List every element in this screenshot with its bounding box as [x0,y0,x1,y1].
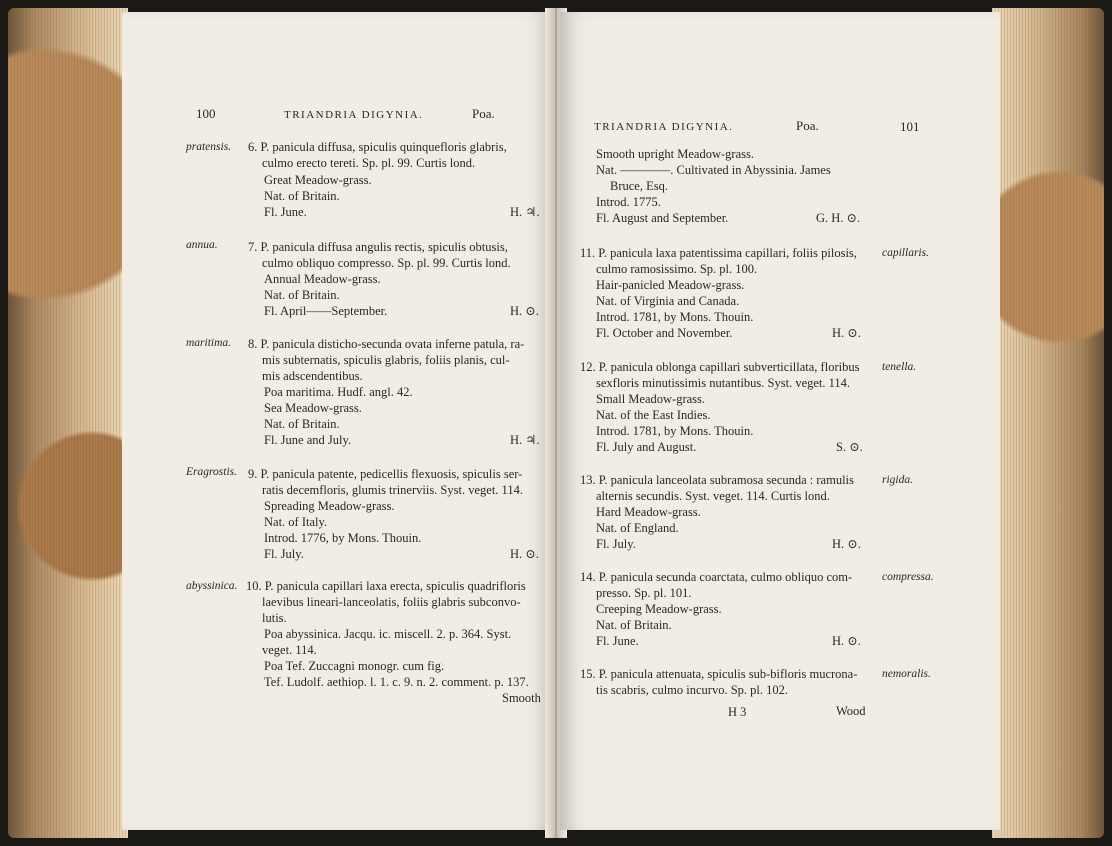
margin-species-name: nemoralis. [882,668,931,680]
text-line: Hard Meadow-grass. [596,505,701,519]
catchword: Smooth [502,691,541,705]
margin-species-name: compressa. [882,571,934,583]
text-line: Hair-panicled Meadow-grass. [596,278,745,292]
text-line: Introd. 1775. [596,195,661,209]
text-line: Tef. Ludolf. aethiop. l. 1. c. 9. n. 2. comment. p. 137. [264,675,529,689]
text-line: Introd. 1781, by Mons. Thouin. [596,424,754,438]
text-line: Nat. of Virginia and Canada. [596,294,740,308]
text-line: presso. Sp. pl. 101. [596,586,692,600]
text-line: alternis secundis. Syst. veget. 114. Curtis lond. [596,489,830,503]
text-line: Nat. of Britain. [596,618,672,632]
text-line: Annual Meadow-grass. [264,272,381,286]
text-line: mis adscendentibus. [262,369,363,383]
text-line: 12. P. panicula oblonga capillari subverticillata, floribus [580,360,860,374]
text-line: Great Meadow-grass. [264,173,372,187]
text-line: Creeping Meadow-grass. [596,602,722,616]
text-line: ratis decemfloris, glumis trinerviis. Syst. veget. 114. [262,483,523,497]
habitat-code: H. ⊙. [832,326,861,340]
running-header: TRIANDRIA DIGYNIA. [594,121,734,133]
text-line: Nat. of Britain. [264,417,340,431]
text-line: Spreading Meadow-grass. [264,499,395,513]
text-line: Small Meadow-grass. [596,392,706,406]
text-line: 14. P. panicula secunda coarctata, culmo obliquo com- [580,570,853,584]
text-line: Poa maritima. Hudf. angl. 42. [264,385,413,399]
text-line: Poa abyssinica. Jacqu. ic. miscell. 2. p. 364. Syst. [264,627,512,641]
text-line: 6. P. panicula diffusa, spiculis quinquefloris glabris, [248,140,507,154]
text-line: tis scabris, culmo incurvo. Sp. pl. 102. [596,683,788,697]
running-header: TRIANDRIA DIGYNIA. [284,109,424,121]
running-header-genus: Poa. [796,118,819,133]
text-line: Bruce, Esq. [610,179,668,193]
text-line: sexfloris minutissimis nutantibus. Syst. veget. 114. [596,376,851,390]
text-line: mis subternatis, spiculis glabris, foliis planis, cul- [262,353,510,367]
margin-species-name: maritima. [186,337,232,349]
text-line: 13. P. panicula lanceolata subramosa secunda : ramulis [580,473,854,487]
text-line: Nat. of Italy. [264,515,328,529]
text-line: Nat. of England. [596,521,679,535]
page-number: 100 [196,106,216,121]
catchword: Wood [836,704,866,718]
signature-mark: H 3 [728,705,747,719]
margin-species-name: rigida. [882,474,913,486]
text-line: 8. P. panicula disticho-secunda ovata inferne patula, ra- [248,337,525,351]
habitat-code: H. ⊙. [510,304,539,318]
habitat-code: H. ⊙. [832,634,861,648]
right-page [560,12,1000,830]
text-line: Fl. April——September. [264,304,388,318]
text-line: culmo ramosissimo. Sp. pl. 100. [596,262,758,276]
text-line: Fl. October and November. [596,326,733,340]
text-line: 10. P. panicula capillari laxa erecta, spiculis quadrifloris [246,579,526,593]
text-line: 15. P. panicula attenuata, spiculis sub-bifloris mucrona- [580,667,858,681]
text-line: culmo obliquo compresso. Sp. pl. 99. Curtis lond. [262,256,511,270]
text-line: Introd. 1776, by Mons. Thouin. [264,531,422,545]
text-line: Fl. June and July. [264,433,352,447]
margin-species-name: capillaris. [882,247,929,259]
habitat-code: H. ⊙. [510,547,539,561]
text-line: Introd. 1781, by Mons. Thouin. [596,310,754,324]
text-line: Nat. of Britain. [264,189,340,203]
text-line: Sea Meadow-grass. [264,401,362,415]
text-line: Fl. July and August. [596,440,697,454]
text-line: lutis. [262,611,287,625]
text-line: 11. P. panicula laxa patentissima capillari, foliis pilosis, [580,246,857,260]
text-line: veget. 114. [262,643,317,657]
habitat-code: H. ⊙. [832,537,861,551]
left-page [122,12,552,830]
text-line: Fl. July. [264,547,304,561]
margin-species-name: pratensis. [186,141,232,153]
text-line: Nat. of Britain. [264,288,340,302]
margin-species-name: Eragrostis. [186,466,238,478]
text-line: Fl. June. [596,634,639,648]
margin-species-name: tenella. [882,361,917,373]
text-line: 9. P. panicula patente, pedicellis flexuosis, spiculis ser- [248,467,523,481]
running-header-genus: Poa. [472,106,495,121]
habitat-code: H. ♃. [510,433,540,447]
book-page-edge-right [992,8,1104,838]
text-line: Nat. ————. Cultivated in Abyssinia. James [596,163,831,177]
text-line: Poa Tef. Zuccagni monogr. cum fig. [264,659,445,673]
text-line: Fl. June. [264,205,307,219]
text-line: 7. P. panicula diffusa angulis rectis, spiculis obtusis, [248,240,508,254]
text-line: Fl. August and September. [596,211,729,225]
text-line: Nat. of the East Indies. [596,408,711,422]
habitat-code: G. H. ⊙. [816,211,861,225]
habitat-code: S. ⊙. [836,440,863,454]
text-line: culmo erecto tereti. Sp. pl. 99. Curtis lond. [262,156,476,170]
page-number: 101 [900,119,920,134]
text-line: laevibus lineari-lanceolatis, foliis glabris subconvo- [262,595,521,609]
margin-species-name: abyssinica. [186,580,238,592]
habitat-code: H. ♃. [510,205,540,219]
book-page-edge-left [8,8,128,838]
text-line: Smooth upright Meadow-grass. [596,147,754,161]
text-line: Fl. July. [596,537,636,551]
margin-species-name: annua. [186,239,218,251]
